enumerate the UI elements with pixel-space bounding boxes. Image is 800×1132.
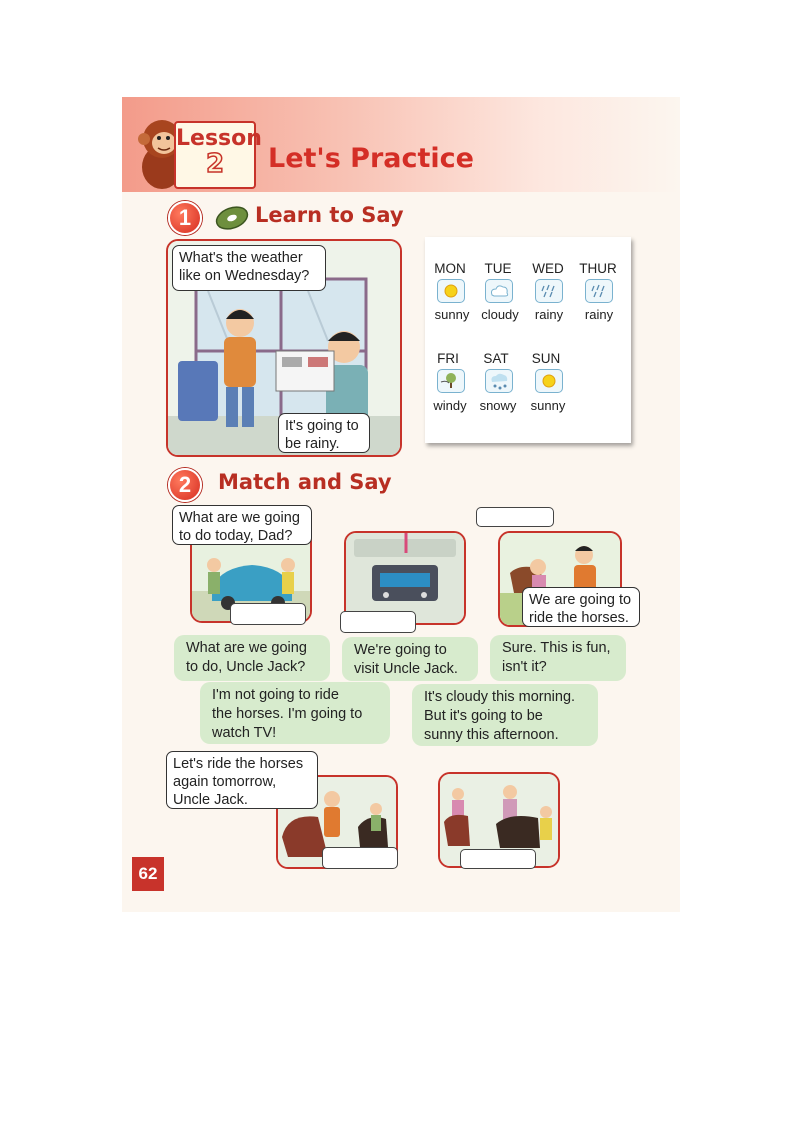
lesson-badge [174,121,262,189]
section-2-title: Match and Say [218,470,392,494]
day-mon: MON [434,261,466,276]
label-wed: rainy [534,307,564,322]
day-thur: THUR [579,261,617,276]
answer-blank-3[interactable] [476,507,554,527]
label-sat: snowy [479,398,517,413]
section-1-title: Learn to Say [255,203,404,227]
day-sun: SUN [531,351,561,366]
sun-icon [535,369,563,393]
wind-icon [437,369,465,393]
textbook-page [122,97,680,912]
speech-bubble-ride-horses: We are going to ride the horses. [522,587,640,627]
sun-icon [437,279,465,303]
option-box-3: Sure. This is fun, isn't it? [490,635,626,681]
label-sun: sunny [530,398,566,413]
rain-icon [535,279,563,303]
option-box-5: It's cloudy this morning. But it's going to be sunny this afternoon. [412,684,598,746]
speech-bubble-question: What's the weather like on Wednesday? [172,245,326,291]
section-2-number: 2 [168,468,202,502]
answer-blank-5[interactable] [460,849,536,869]
speech-bubble-dad-question: What are we going to do today, Dad? [172,505,312,545]
speech-bubble-answer: It's going to be rainy. [278,413,370,453]
cd-icon [214,205,250,231]
page-number: 62 [132,857,164,891]
cloud-icon [485,279,513,303]
speech-bubble-ride-again: Let's ride the horses again tomorrow, Uncle Jack. [166,751,318,809]
option-box-4: I'm not going to ride the horses. I'm going to watch TV! [200,682,390,744]
day-fri: FRI [437,351,459,366]
label-thur: rainy [584,307,614,322]
lesson-number: 2 [205,149,225,179]
day-tue: TUE [484,261,512,276]
snow-icon [485,369,513,393]
answer-blank-4[interactable] [322,847,398,869]
car-radio-illustration [346,533,464,623]
day-sat: SAT [483,351,509,366]
weather-forecast-card [425,237,631,443]
label-mon: sunny [434,307,470,322]
answer-blank-2[interactable] [340,611,416,633]
option-box-2: We're going to visit Uncle Jack. [342,637,478,681]
day-wed: WED [532,261,564,276]
answer-blank-1[interactable] [230,603,306,625]
label-fri: windy [433,398,467,413]
section-1-number: 1 [168,201,202,235]
lesson-label: Lesson [176,126,262,151]
label-tue: cloudy [481,307,519,322]
rain-icon [585,279,613,303]
page-title: Let's Practice [268,143,474,174]
option-box-1: What are we going to do, Uncle Jack? [174,635,330,681]
